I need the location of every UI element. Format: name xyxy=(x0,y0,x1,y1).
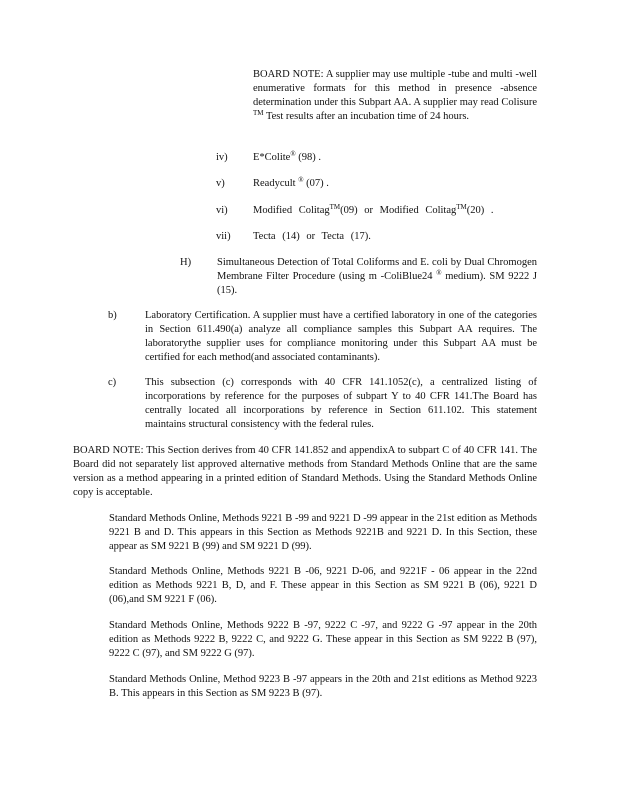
board-note-1-label: BOARD NOTE: xyxy=(253,69,324,80)
board-note-2 xyxy=(73,444,537,500)
item-b-number: b) xyxy=(108,310,117,321)
item-v-number: v) xyxy=(216,178,225,189)
item-h-text-b: medium). SM 9222 J (15). xyxy=(217,271,538,296)
item-h-number: H) xyxy=(180,257,192,268)
paragraph-sm-9222-97: Standard Methods Online, Methods 9222 B -97, 9222 C -97, and 9222 G -97 appear in the 20th edition as Methods 9222 B, 9222 C, and 9222 G. These appear in this Section as SM 9222 B (97), 9222 C (97), and SM 9222 G (97). xyxy=(109,620,537,659)
trademark-mark-2: TM xyxy=(456,203,467,211)
item-h-text-a: Simultaneous Detection of Total Coliforms and E. coli by Dual Chromogen Membrane Filter Procedure (using m -ColiBlue24 xyxy=(217,257,537,282)
item-c-text: This subsection (c) corresponds with 40 CFR 141.1052(c), a centralized listing of incorporations by reference for the purposes of subpart Y to 40 CFR 141.The Board has centrally located all incorporations by reference in Section 611.102. This statement maintains structural consistency with the federal rules. xyxy=(145,377,537,430)
item-vi-name: Modified Colitag xyxy=(253,205,330,216)
item-iv-ref: (98) . xyxy=(298,152,322,163)
board-note-1 xyxy=(253,68,537,124)
board-note-2-label: BOARD NOTE: xyxy=(73,445,144,456)
item-vi-number: vi) xyxy=(216,205,228,216)
registered-mark: ® xyxy=(298,176,304,184)
item-vii-number: vii) xyxy=(216,231,231,242)
board-note-2-text: This Section derives from 40 CFR 141.852 and appendixA to subpart C of 40 CFR 141. The Board did not separately list approved alternative methods from Standard Methods Online that are the same version as a method appearing in a printed edition of Standard Methods. Using the Standard Methods Online copy is acceptable. xyxy=(73,445,538,498)
item-v-text xyxy=(253,177,537,191)
item-iv-text xyxy=(253,151,537,165)
paragraph-sm-9221-99: Standard Methods Online, Methods 9221 B -99 and 9221 D -99 appear in the 21st edition as Methods 9221 B and D. This appears in this Section as Methods 9221B and 9221 D. In this Section, these appear as SM 9221 B (99) and SM 9221 D (99). xyxy=(109,513,537,552)
item-iv-number: iv) xyxy=(216,152,228,163)
item-vi-ref-2: (20) . xyxy=(466,205,494,216)
item-b-text: Laboratory Certification. A supplier must have a certified laboratory in one of the categories in Section 611.490(a) analyze all compliance samples this Subpart AA requires. The laboratorythe supplier uses for compliance monitoring under this Subpart AA must be certified for each method(and associated contaminants). xyxy=(145,310,537,363)
item-c-number: c) xyxy=(108,377,117,388)
item-vi-ref: (09) or Modified Colitag xyxy=(340,205,457,216)
item-iv-name: E*Colite xyxy=(253,152,291,163)
board-note-1-text-b: Test results after an incubation time of 24 hours. xyxy=(265,111,470,122)
item-v-name: Readycult xyxy=(253,178,296,189)
item-v-ref: (07) . xyxy=(306,178,329,189)
registered-mark: ® xyxy=(290,150,296,158)
paragraph-sm-9221-06: Standard Methods Online, Methods 9221 B -06, 9221 D-06, and 9221F - 06 appear in the 22nd edition as Methods 9221 B, D, and F. These appear in this Section as SM 9221 B (06), 9221 D (06),and SM 9221 F (06). xyxy=(109,566,537,605)
paragraph-sm-9223-97: Standard Methods Online, Method 9223 B -97 appears in the 20th and 21st editions as Method 9223 B. This appears in this Section as SM 9223 B (97). xyxy=(109,674,537,699)
item-vi-text xyxy=(253,204,537,218)
item-vii-text: Tecta (14) or Tecta (17). xyxy=(253,231,371,242)
registered-mark: ® xyxy=(436,269,442,277)
board-note-1-text-a: A supplier may use multiple -tube and multi -well enumerative formats for this method in presence -absence determination under this Subpart AA. A supplier may read Colisure xyxy=(253,69,538,108)
trademark-mark: TM xyxy=(329,203,341,211)
trademark-mark: TM xyxy=(253,109,264,117)
item-h-text xyxy=(217,256,537,298)
